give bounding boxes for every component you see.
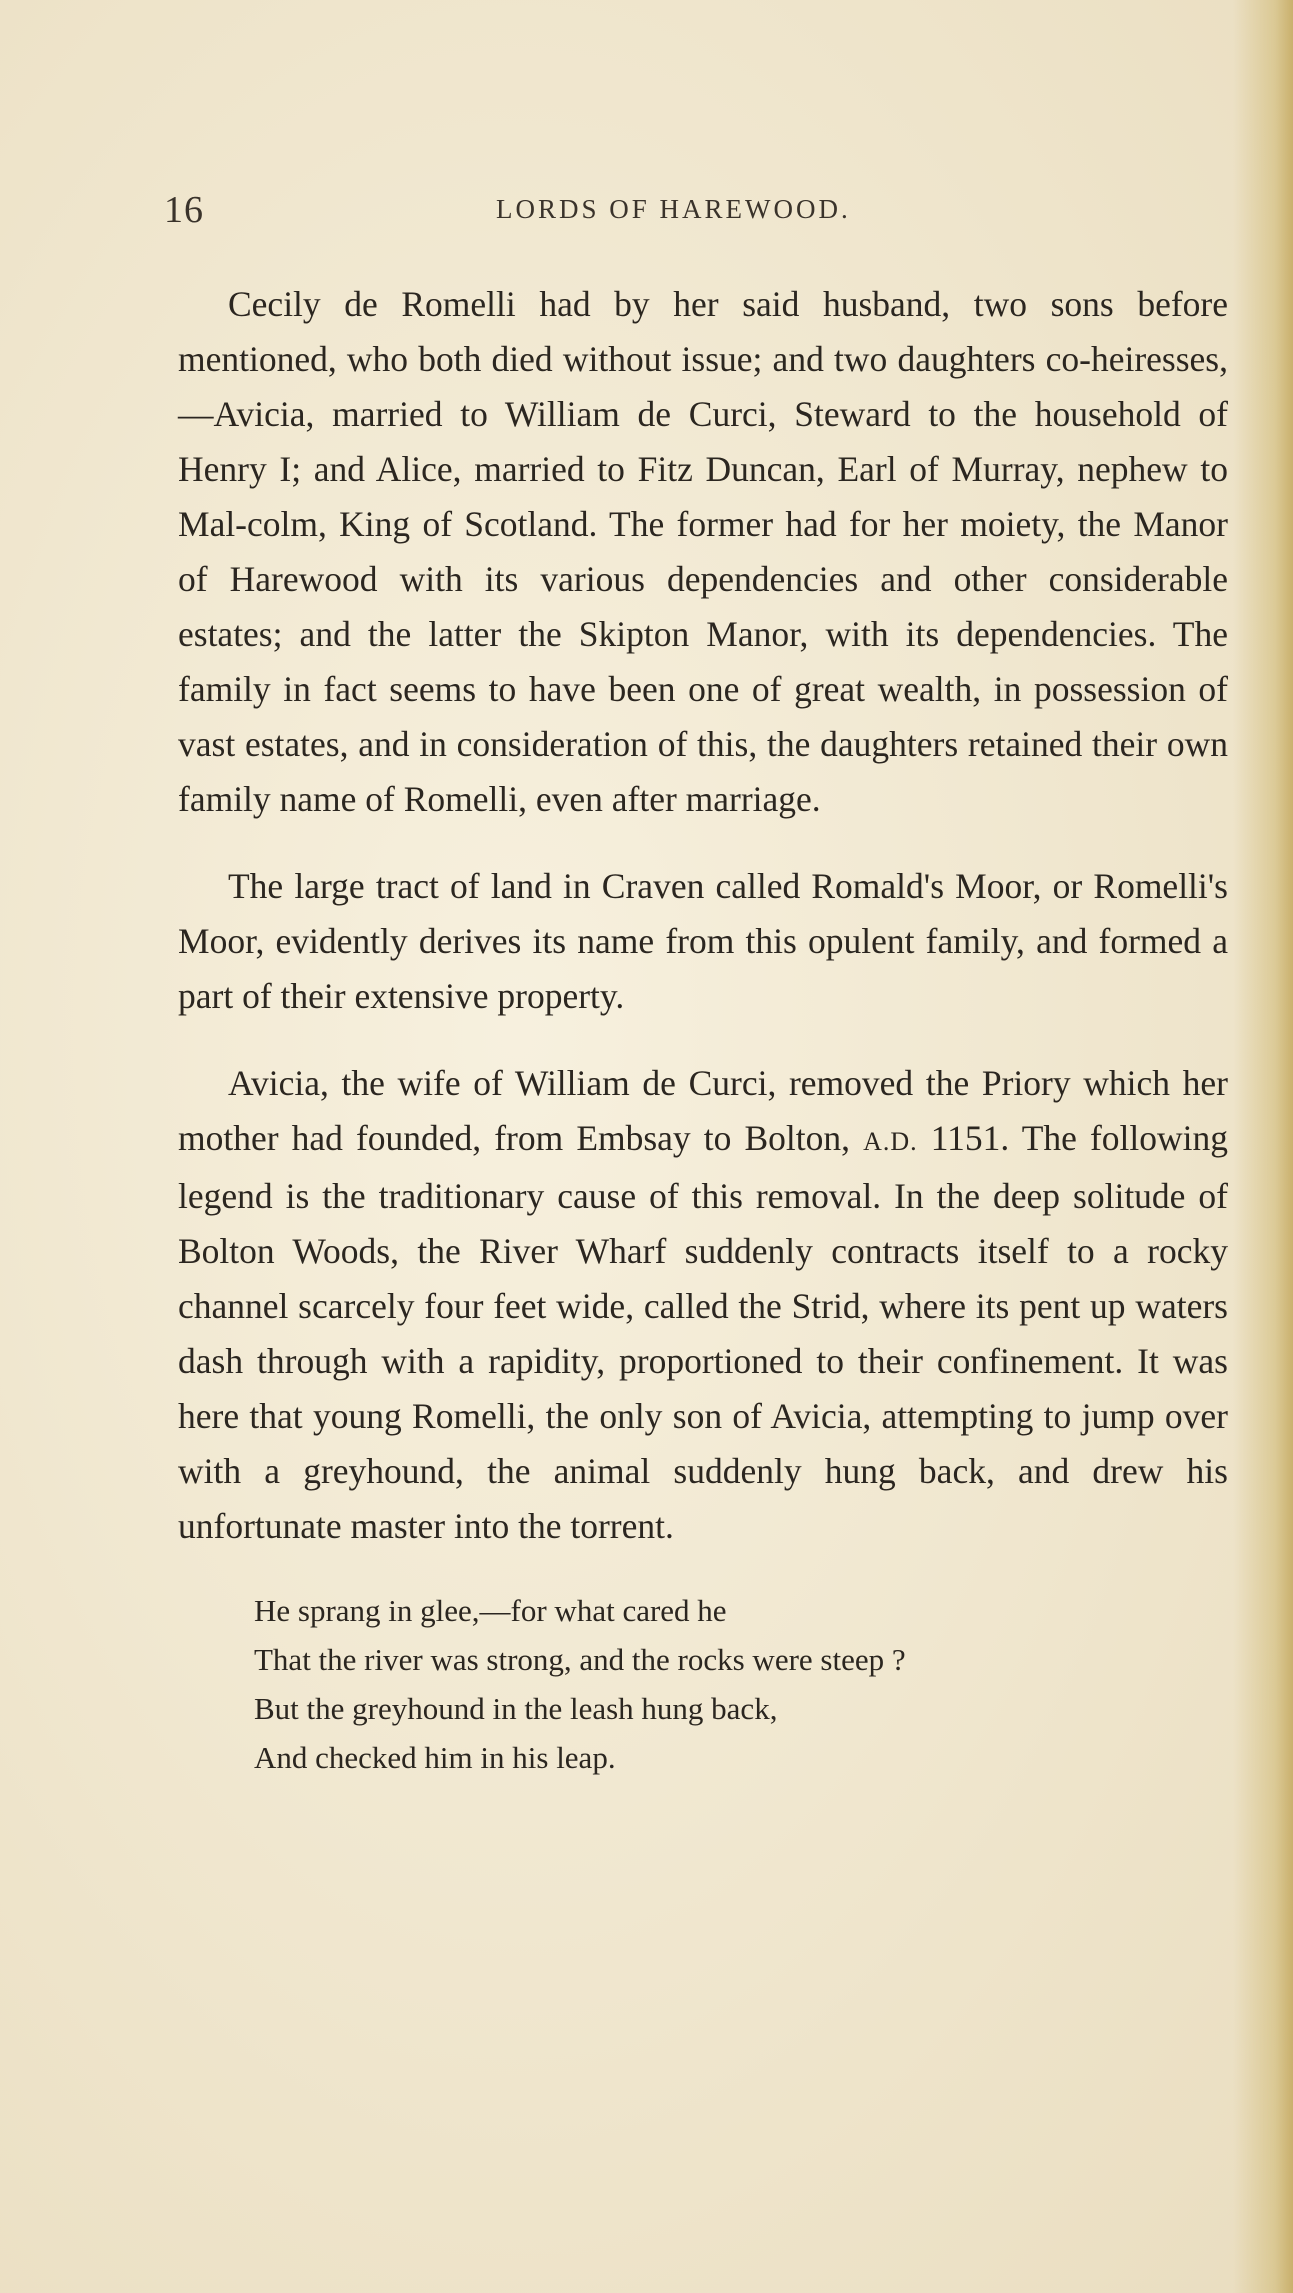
page-number: 16 bbox=[164, 189, 204, 231]
verse-line: That the river was strong, and the rocks were steep ? bbox=[254, 1642, 906, 1677]
paragraph-romelli-moor: The large tract of land in Craven called Romald's Moor, or Romelli's Moor, evidently derives its name from this opulent family, and formed a part of their extensive property. bbox=[178, 866, 1228, 1016]
paragraph-romelli-daughters: Cecily de Romelli had by her said husband, two sons before mentioned, who both died without issue; and two daughters co-heiresses,—Avicia, married to William de Curci, Steward to the household of Henry I; and Alice, married to Fitz Duncan, Earl of Murray, nephew to Mal-colm, King of Scotland. The former had for her moiety, the Manor of Harewood with its various dependencies and other considerable estates; and the latter the Skipton Manor, with its dependencies. The family in fact seems to have been one of great wealth, in possession of vast estates, and in consideration of this, the daughters retained their own family name of Romelli, even after marriage. bbox=[178, 284, 1228, 819]
paragraph-priory-after: 1151. The following legend is the traditionary cause of this removal. In the deep solitude of Bolton Woods, the River Wharf suddenly contracts itself to a rocky channel scarcely four feet wide, called the Strid, where its pent up waters dash through with a rapidity, proportioned to their confinement. It was here that young Romelli, the only son of Avicia, attempting to jump over with a greyhound, the animal suddenly hung back, and drew his unfortunate master into the torrent. bbox=[178, 1118, 1229, 1546]
verse-line: He sprang in glee,—for what cared he bbox=[254, 1593, 727, 1628]
page-edge-shadow bbox=[1233, 0, 1293, 2293]
body-text bbox=[178, 277, 1228, 1782]
era-abbreviation: A.D. bbox=[863, 1127, 918, 1156]
verse-line: And checked him in his leap. bbox=[254, 1740, 616, 1775]
verse-line: But the greyhound in the leash hung back, bbox=[254, 1691, 778, 1726]
page-header bbox=[164, 188, 1224, 238]
running-head: LORDS OF HAREWOOD. bbox=[496, 194, 851, 224]
verse-quotation bbox=[254, 1586, 1228, 1782]
paragraph-priory-before: Avicia, the wife of William de Curci, removed the Priory which her mother had founded, from Embsay to Bolton, bbox=[178, 1063, 1228, 1158]
paragraph-priory-legend bbox=[178, 1056, 1228, 1554]
